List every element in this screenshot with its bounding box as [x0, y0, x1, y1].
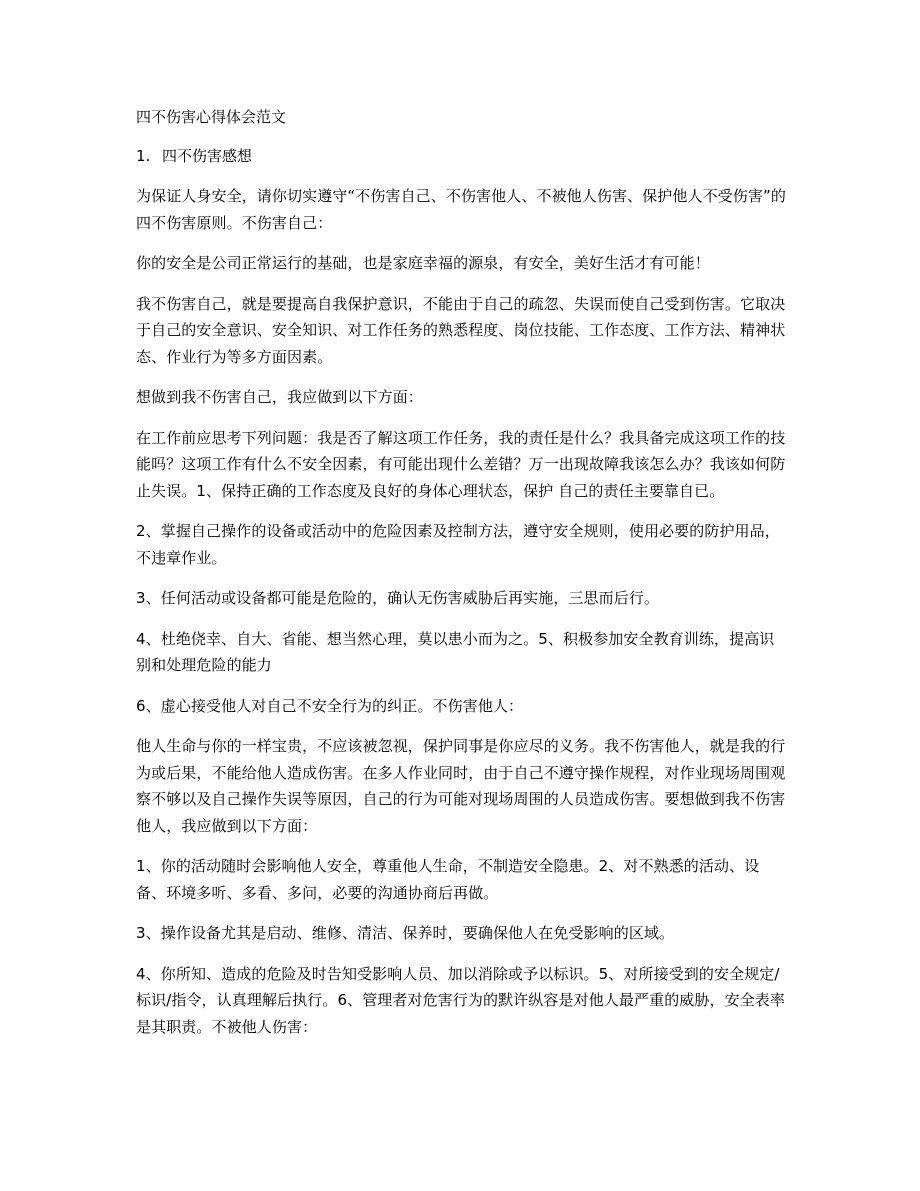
paragraph: 在工作前应思考下列问题：我是否了解这项工作任务，我的责任是什么？我具备完成这项工作的技能吗？这项工作有什么不安全因素，有可能出现什么差错？万一出现故障我该怎么办？我该如何防止失误。1、保持正确的工作态度及良好的身体心理状态，保护 自己的责任主要靠自已。 [136, 428, 786, 500]
paragraph: 1、你的活动随时会影响他人安全，尊重他人生命，不制造安全隐患。2、对不熟悉的活动、设备、环境多听、多看、多问，必要的沟通协商后再做。 [136, 857, 760, 902]
paragraph: 他人生命与你的一样宝贵，不应该被忽视，保护同事是你应尽的义务。我不伤害他人，就是我的行为或后果，不能给他人造成伤害。在多人作业同时，由于自己不遵守操作规程，对作业现场周围观察不够以及自己操作失误等原因，自己的行为可能对现场周围的人员造成伤害。要想做到我不伤害他人，我应做到以下方面： [136, 737, 786, 835]
section-heading [136, 143, 786, 169]
section-number: 1. [136, 147, 151, 165]
document-page [136, 104, 786, 1054]
paragraph: 你的安全是公司正常运行的基础，也是家庭幸福的源泉，有安全，美好生活才有可能！ [136, 254, 710, 272]
paragraph: 2、掌握自己操作的设备或活动中的危险因素及控制方法，遵守安全规则，使用必要的防护用品，不违章作业。 [136, 522, 780, 567]
paragraph: 3、操作设备尤其是启动、维修、清洁、保养时，要确保他人在免受影响的区域。 [136, 924, 675, 942]
section-label: 四不伤害感想 [162, 147, 253, 165]
paragraph: 6、虚心接受他人对自己不安全行为的纠正。不伤害他人： [136, 696, 524, 715]
paragraph: 4、你所知、造成的危险及时告知受影响人员、加以消除或予以标识。5、对所接受到的安全规定/标识/指令，认真理解后执行。6、管理者对危害行为的默许纵容是对他人最严重的威胁，安全表率是其职责。不被他人伤害： [136, 964, 786, 1036]
document-title: 四不伤害心得体会范文 [136, 108, 287, 126]
paragraph: 3、任何活动或设备都可能是危险的，确认无伤害威胁后再实施，三思而后行。 [136, 589, 660, 607]
paragraph: 我不伤害自己，就是要提高自我保护意识，不能由于自己的疏忽、失误而使自己受到伤害。它取决于自己的安全意识、安全知识、对工作任务的熟悉程度、岗位技能、工作态度、工作方法、精神状态、作业行为等多方面因素。 [136, 294, 786, 366]
paragraph: 为保证人身安全，请你切实遵守“不伤害自己、不伤害他人、不被他人伤害、保护他人不受伤害”的四不伤害原则。不伤害自己： [136, 187, 786, 232]
paragraph: 4、杜绝侥幸、自大、省能、想当然心理，莫以患小而为之。5、积极参加安全教育训练，提高识别和处理危险的能力 [136, 629, 775, 674]
paragraph: 想做到我不伤害自己，我应做到以下方面： [136, 388, 423, 406]
